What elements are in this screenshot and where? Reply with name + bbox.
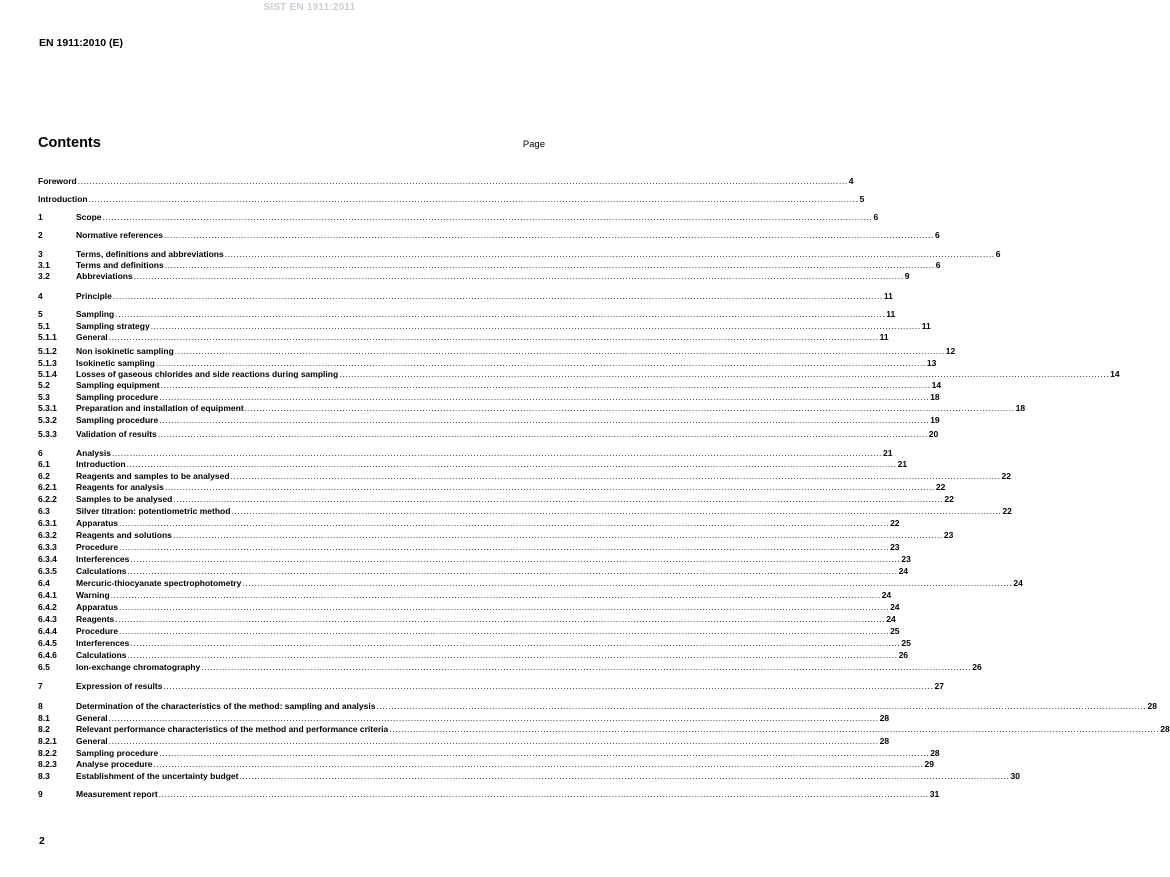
toc-entry-number: 6.4.2 bbox=[38, 602, 57, 612]
toc-entry-page: 18 bbox=[930, 392, 940, 402]
toc-entry[interactable] bbox=[38, 649, 909, 660]
toc-dot-leader: .................................................................................................................................................................................................................................................................... bbox=[244, 403, 1015, 413]
toc-dot-leader: .................................................................................................................................................................................................................................................................... bbox=[153, 759, 924, 769]
toc-dot-leader: .................................................................................................................................................................................................................................................................... bbox=[119, 518, 890, 528]
toc-dot-leader: .................................................................................................................................................................................................................................................................... bbox=[111, 448, 882, 458]
toc-dot-leader: .................................................................................................................................................................................................................................................................... bbox=[242, 578, 1013, 588]
toc-entry-title: General bbox=[76, 736, 108, 746]
toc-entry-page: 13 bbox=[926, 358, 937, 368]
toc-entry-number: 2 bbox=[38, 230, 43, 240]
toc-entry-page: 5 bbox=[859, 194, 865, 204]
toc-entry-number: 6.3.4 bbox=[38, 554, 57, 564]
toc-entry-title: Normative references bbox=[76, 230, 163, 240]
toc-entry-number: 9 bbox=[38, 789, 43, 799]
toc-entry[interactable] bbox=[38, 589, 892, 600]
toc-dot-leader: .................................................................................................................................................................................................................................................................... bbox=[119, 542, 890, 552]
toc-entry-title: Analyse procedure bbox=[76, 759, 153, 769]
toc-entry-number: 8.3 bbox=[38, 771, 50, 781]
toc-entry-page: 28 bbox=[879, 713, 890, 723]
toc-dot-leader: .................................................................................................................................................................................................................................................................... bbox=[164, 482, 935, 492]
toc-entry[interactable] bbox=[38, 529, 954, 540]
toc-entry-page: 24 bbox=[898, 566, 909, 576]
toc-entry-number: 5.1.3 bbox=[38, 358, 57, 368]
toc-entry-number: 6.3.1 bbox=[38, 518, 57, 528]
toc-entry-number: 6.3 bbox=[38, 506, 50, 516]
toc-entry-page: 26 bbox=[898, 650, 909, 660]
toc-entry-number: 6.1 bbox=[38, 459, 50, 469]
toc-entry-title: Expression of results bbox=[76, 681, 163, 691]
toc-entry[interactable] bbox=[38, 735, 890, 746]
toc-entry-number: 8.2.2 bbox=[38, 748, 57, 758]
toc-entry[interactable] bbox=[38, 723, 1170, 734]
toc-dot-leader: .................................................................................................................................................................................................................................................................... bbox=[339, 369, 1110, 379]
toc-entry-title: Introduction bbox=[38, 194, 88, 204]
toc-entry[interactable] bbox=[38, 391, 940, 402]
toc-dot-leader: .................................................................................................................................................................................................................................................................... bbox=[174, 346, 945, 356]
toc-entry[interactable] bbox=[38, 290, 893, 301]
toc-entry-title: Isokinetic sampling bbox=[76, 358, 155, 368]
toc-entry-page: 21 bbox=[897, 459, 908, 469]
toc-entry-number: 6.2 bbox=[38, 471, 50, 481]
toc-entry-page: 11 bbox=[886, 309, 896, 319]
toc-entry-number: 5.3.3 bbox=[38, 429, 57, 439]
toc-entry-number: 6.3.5 bbox=[38, 566, 57, 576]
toc-entry-title: Preparation and installation of equipment bbox=[76, 403, 244, 413]
toc-dot-leader: .................................................................................................................................................................................................................................................................... bbox=[102, 212, 873, 222]
toc-entry-title: Calculations bbox=[76, 650, 127, 660]
toc-entry-number: 5.2 bbox=[38, 380, 50, 390]
toc-entry-page: 11 bbox=[879, 332, 889, 342]
toc-entry-title: Procedure bbox=[76, 542, 119, 552]
toc-entry[interactable] bbox=[38, 758, 935, 769]
toc-entry-page: 25 bbox=[901, 638, 911, 648]
toc-entry[interactable] bbox=[38, 613, 896, 624]
toc-entry[interactable] bbox=[38, 248, 1001, 259]
page-column-label: Page bbox=[522, 139, 545, 150]
toc-entry-number: 3.1 bbox=[38, 260, 50, 270]
toc-entry-page: 28 bbox=[1160, 724, 1170, 734]
toc-entry-title: Foreword bbox=[38, 176, 77, 186]
toc-dot-leader: .................................................................................................................................................................................................................................................................... bbox=[158, 789, 929, 799]
toc-entry-page: 20 bbox=[928, 429, 939, 439]
toc-entry-number: 5.3 bbox=[38, 392, 50, 402]
toc-entry-page: 11 bbox=[921, 321, 931, 331]
toc-dot-leader: .................................................................................................................................................................................................................................................................... bbox=[389, 724, 1160, 734]
toc-entry-number: 8.1 bbox=[38, 713, 50, 723]
toc-entry-title: Interferences bbox=[76, 638, 130, 648]
toc-entry-page: 30 bbox=[1010, 771, 1020, 781]
toc-entry-page: 26 bbox=[972, 662, 982, 672]
toc-entry[interactable] bbox=[38, 565, 909, 576]
toc-entry-title: Calculations bbox=[76, 566, 127, 576]
toc-entry-title: Determination of the characteristics of the method: sampling and analysis bbox=[76, 701, 376, 711]
toc-entry[interactable] bbox=[38, 493, 954, 504]
toc-entry-page: 29 bbox=[924, 759, 935, 769]
toc-dot-leader: .................................................................................................................................................................................................................................................................... bbox=[159, 748, 930, 758]
toc-entry-page: 23 bbox=[890, 542, 900, 552]
toc-entry-page: 9 bbox=[904, 271, 910, 281]
toc-entry[interactable] bbox=[38, 770, 1020, 781]
toc-entry-number: 3.2 bbox=[38, 271, 50, 281]
toc-entry-title: Terms and definitions bbox=[76, 260, 164, 270]
toc-entry-page: 22 bbox=[1001, 471, 1012, 481]
toc-entry-title: Reagents and solutions bbox=[76, 530, 172, 540]
toc-entry[interactable] bbox=[38, 541, 900, 552]
toc-entry-title: Establishment of the uncertainty budget bbox=[76, 771, 239, 781]
toc-entry[interactable] bbox=[38, 601, 900, 612]
toc-entry-page: 24 bbox=[886, 614, 896, 624]
toc-entry-number: 5.3.1 bbox=[38, 403, 57, 413]
toc-entry[interactable] bbox=[38, 447, 893, 458]
toc-dot-leader: .................................................................................................................................................................................................................................................................... bbox=[133, 271, 904, 281]
toc-entry-number: 5 bbox=[38, 309, 43, 319]
toc-dot-leader: .................................................................................................................................................................................................................................................................... bbox=[119, 626, 890, 636]
toc-entry-title: General bbox=[76, 713, 108, 723]
toc-entry-number: 6 bbox=[38, 448, 43, 458]
toc-entry[interactable] bbox=[38, 700, 1157, 711]
toc-dot-leader: .................................................................................................................................................................................................................................................................... bbox=[231, 506, 1002, 516]
toc-entry-number: 4 bbox=[38, 291, 43, 301]
toc-dot-leader: .................................................................................................................................................................................................................................................................... bbox=[130, 554, 901, 564]
toc-entry-page: 24 bbox=[890, 602, 900, 612]
toc-entry[interactable] bbox=[38, 320, 931, 331]
toc-entry-title: Losses of gaseous chlorides and side reactions during sampling bbox=[76, 369, 339, 379]
toc-entry-number: 8.2.3 bbox=[38, 759, 57, 769]
toc-entry[interactable] bbox=[38, 175, 854, 186]
toc-entry[interactable] bbox=[38, 625, 900, 636]
toc-dot-leader: .................................................................................................................................................................................................................................................................... bbox=[159, 415, 930, 425]
toc-entry-page: 14 bbox=[931, 380, 942, 390]
toc-entry-page: 6 bbox=[873, 212, 879, 222]
toc-dot-leader: .................................................................................................................................................................................................................................................................... bbox=[239, 771, 1010, 781]
toc-entry[interactable] bbox=[38, 259, 941, 270]
toc-entry-page: 28 bbox=[930, 748, 940, 758]
toc-entry-number: 6.4.1 bbox=[38, 590, 57, 600]
toc-dot-leader: .................................................................................................................................................................................................................................................................... bbox=[164, 260, 935, 270]
toc-entry-page: 11 bbox=[883, 291, 893, 301]
toc-entry-title: Relevant performance characteristics of the method and performance criteria bbox=[76, 724, 389, 734]
toc-dot-leader: .................................................................................................................................................................................................................................................................... bbox=[159, 392, 930, 402]
toc-entry-page: 21 bbox=[882, 448, 893, 458]
toc-entry-page: 6 bbox=[995, 249, 1001, 259]
toc-entry-title: Introduction bbox=[76, 459, 126, 469]
toc-dot-leader: .................................................................................................................................................................................................................................................................... bbox=[126, 459, 897, 469]
toc-entry-title: Sampling strategy bbox=[76, 321, 150, 331]
toc-entry-title: Abbreviations bbox=[76, 271, 133, 281]
toc-entry-page: 18 bbox=[1015, 403, 1026, 413]
toc-entry-page: 28 bbox=[1147, 701, 1157, 711]
toc-entry-title: Mercuric-thiocyanate spectrophotometry bbox=[76, 578, 242, 588]
toc-entry-page: 28 bbox=[879, 736, 890, 746]
toc-entry-title: Sampling bbox=[76, 309, 115, 319]
toc-entry-number: 7 bbox=[38, 681, 43, 691]
toc-entry-page: 4 bbox=[848, 176, 854, 186]
toc-entry-page: 22 bbox=[935, 482, 946, 492]
toc-entry-number: 5.3.2 bbox=[38, 415, 57, 425]
toc-entry-number: 3 bbox=[38, 249, 43, 259]
toc-entry-number: 8.2 bbox=[38, 724, 50, 734]
toc-entry[interactable] bbox=[38, 402, 1026, 413]
toc-entry-number: 6.4.5 bbox=[38, 638, 57, 648]
toc-entry[interactable] bbox=[38, 637, 911, 648]
toc-entry-title: Validation of results bbox=[76, 429, 157, 439]
toc-dot-leader: .................................................................................................................................................................................................................................................................... bbox=[115, 309, 886, 319]
toc-entry-page: 27 bbox=[934, 681, 944, 691]
toc-entry[interactable] bbox=[38, 470, 1012, 481]
toc-dot-leader: .................................................................................................................................................................................................................................................................... bbox=[157, 429, 928, 439]
toc-entry[interactable] bbox=[38, 357, 937, 368]
toc-dot-leader: .................................................................................................................................................................................................................................................................... bbox=[108, 332, 879, 342]
toc-entry-title: Sampling equipment bbox=[76, 380, 160, 390]
toc-entry-title: Principle bbox=[76, 291, 112, 301]
toc-entry-number: 6.4.6 bbox=[38, 650, 57, 660]
toc-dot-leader: .................................................................................................................................................................................................................................................................... bbox=[224, 249, 995, 259]
toc-dot-leader: .................................................................................................................................................................................................................................................................... bbox=[376, 701, 1147, 711]
toc-dot-leader: .................................................................................................................................................................................................................................................................... bbox=[110, 590, 881, 600]
contents-title: Contents bbox=[38, 135, 101, 151]
toc-dot-leader: .................................................................................................................................................................................................................................................................... bbox=[155, 358, 926, 368]
toc-entry[interactable] bbox=[38, 747, 940, 758]
toc-dot-leader: .................................................................................................................................................................................................................................................................... bbox=[127, 566, 898, 576]
toc-entry-number: 6.4.4 bbox=[38, 626, 57, 636]
toc-entry-page: 22 bbox=[944, 494, 954, 504]
toc-entry-title: Scope bbox=[76, 212, 102, 222]
toc-entry[interactable] bbox=[38, 505, 1012, 516]
toc-dot-leader: .................................................................................................................................................................................................................................................................... bbox=[112, 291, 883, 301]
toc-entry[interactable] bbox=[38, 577, 1023, 588]
toc-entry[interactable] bbox=[38, 428, 939, 439]
toc-dot-leader: .................................................................................................................................................................................................................................................................... bbox=[88, 194, 859, 204]
toc-dot-leader: .................................................................................................................................................................................................................................................................... bbox=[77, 176, 848, 186]
toc-dot-leader: .................................................................................................................................................................................................................................................................... bbox=[119, 602, 890, 612]
toc-dot-leader: .................................................................................................................................................................................................................................................................... bbox=[127, 650, 898, 660]
toc-entry[interactable] bbox=[38, 270, 910, 281]
toc-entry[interactable] bbox=[38, 712, 890, 723]
toc-entry[interactable] bbox=[38, 229, 940, 240]
toc-dot-leader: .................................................................................................................................................................................................................................................................... bbox=[115, 614, 886, 624]
toc-entry[interactable] bbox=[38, 308, 896, 319]
toc-entry-title: Measurement report bbox=[76, 789, 158, 799]
toc-entry[interactable] bbox=[38, 414, 940, 425]
toc-entry-title: Reagents for analysis bbox=[76, 482, 164, 492]
toc-entry-page: 23 bbox=[901, 554, 911, 564]
toc-dot-leader: .................................................................................................................................................................................................................................................................... bbox=[130, 638, 901, 648]
toc-entry-number: 1 bbox=[38, 212, 43, 222]
toc-entry-title: Sampling procedure bbox=[76, 415, 159, 425]
toc-entry-page: 25 bbox=[890, 626, 900, 636]
toc-entry-number: 5.1.2 bbox=[38, 346, 57, 356]
toc-entry-title: Procedure bbox=[76, 626, 119, 636]
toc-dot-leader: .................................................................................................................................................................................................................................................................... bbox=[163, 230, 934, 240]
toc-entry[interactable] bbox=[38, 553, 911, 564]
toc-entry[interactable] bbox=[38, 193, 865, 204]
toc-entry-title: Sampling procedure bbox=[76, 392, 159, 402]
toc-entry-number: 6.2.2 bbox=[38, 494, 57, 504]
toc-entry-page: 6 bbox=[934, 230, 940, 240]
toc-entry-number: 5.1.1 bbox=[38, 332, 57, 342]
toc-entry-title: Interferences bbox=[76, 554, 130, 564]
watermark: SIST EN 1911:2011 bbox=[263, 2, 356, 13]
toc-dot-leader: .................................................................................................................................................................................................................................................................... bbox=[163, 681, 934, 691]
toc-entry[interactable] bbox=[38, 661, 982, 672]
toc-entry-number: 5.1.4 bbox=[38, 369, 57, 379]
toc-entry-title: Ion-exchange chromatography bbox=[76, 662, 201, 672]
toc-entry-number: 6.4.3 bbox=[38, 614, 57, 624]
toc-entry-number: 6.4 bbox=[38, 578, 50, 588]
toc-entry[interactable] bbox=[38, 331, 889, 342]
toc-entry-number: 6.3.3 bbox=[38, 542, 57, 552]
toc-entry-title: Analysis bbox=[76, 448, 111, 458]
toc-dot-leader: .................................................................................................................................................................................................................................................................... bbox=[201, 662, 972, 672]
page-number: 2 bbox=[39, 835, 45, 847]
toc-dot-leader: .................................................................................................................................................................................................................................................................... bbox=[230, 471, 1001, 481]
toc-entry-page: 23 bbox=[943, 530, 954, 540]
toc-entry-number: 6.5 bbox=[38, 662, 50, 672]
toc-entry-title: Silver titration: potentiometric method bbox=[76, 506, 231, 516]
toc-entry-number: 8.2.1 bbox=[38, 736, 57, 746]
toc-dot-leader: .................................................................................................................................................................................................................................................................... bbox=[108, 736, 879, 746]
toc-dot-leader: .................................................................................................................................................................................................................................................................... bbox=[108, 713, 879, 723]
toc-entry[interactable] bbox=[38, 517, 900, 528]
toc-entry-title: Reagents and samples to be analysed bbox=[76, 471, 230, 481]
toc-entry-page: 6 bbox=[935, 260, 941, 270]
toc-entry[interactable] bbox=[38, 680, 944, 691]
toc-dot-leader: .................................................................................................................................................................................................................................................................... bbox=[160, 380, 931, 390]
toc-entry-page: 12 bbox=[945, 346, 956, 356]
toc-entry[interactable] bbox=[38, 368, 1120, 379]
toc-entry-number: 8 bbox=[38, 701, 43, 711]
document-code: EN 1911:2010 (E) bbox=[39, 37, 124, 49]
toc-entry-title: Sampling procedure bbox=[76, 748, 159, 758]
toc-entry[interactable] bbox=[38, 458, 908, 469]
toc-entry-number: 6.2.1 bbox=[38, 482, 57, 492]
toc-entry-page: 22 bbox=[890, 518, 900, 528]
toc-dot-leader: .................................................................................................................................................................................................................................................................... bbox=[172, 530, 943, 540]
toc-entry-page: 24 bbox=[1013, 578, 1023, 588]
toc-entry-title: Non isokinetic sampling bbox=[76, 346, 174, 356]
toc-entry[interactable] bbox=[38, 211, 879, 222]
toc-entry-number: 6.3.2 bbox=[38, 530, 57, 540]
toc-entry-title: Reagents bbox=[76, 614, 115, 624]
toc-entry-title: Apparatus bbox=[76, 518, 119, 528]
toc-entry[interactable] bbox=[38, 788, 940, 799]
toc-entry-page: 14 bbox=[1110, 369, 1120, 379]
toc-entry[interactable] bbox=[38, 345, 956, 356]
toc-entry-title: Terms, definitions and abbreviations bbox=[76, 249, 224, 259]
toc-entry-title: General bbox=[76, 332, 108, 342]
toc-dot-leader: .................................................................................................................................................................................................................................................................... bbox=[150, 321, 921, 331]
toc-entry-page: 31 bbox=[929, 789, 940, 799]
toc-entry[interactable] bbox=[38, 481, 946, 492]
toc-entry-page: 19 bbox=[930, 415, 940, 425]
toc-entry-page: 24 bbox=[881, 590, 892, 600]
toc-entry-title: Samples to be analysed bbox=[76, 494, 173, 504]
toc-dot-leader: .................................................................................................................................................................................................................................................................... bbox=[173, 494, 944, 504]
toc-entry-title: Warning bbox=[76, 590, 110, 600]
toc-entry-number: 5.1 bbox=[38, 321, 50, 331]
toc-entry-title: Apparatus bbox=[76, 602, 119, 612]
toc-entry-page: 22 bbox=[1002, 506, 1012, 516]
toc-entry[interactable] bbox=[38, 379, 942, 390]
